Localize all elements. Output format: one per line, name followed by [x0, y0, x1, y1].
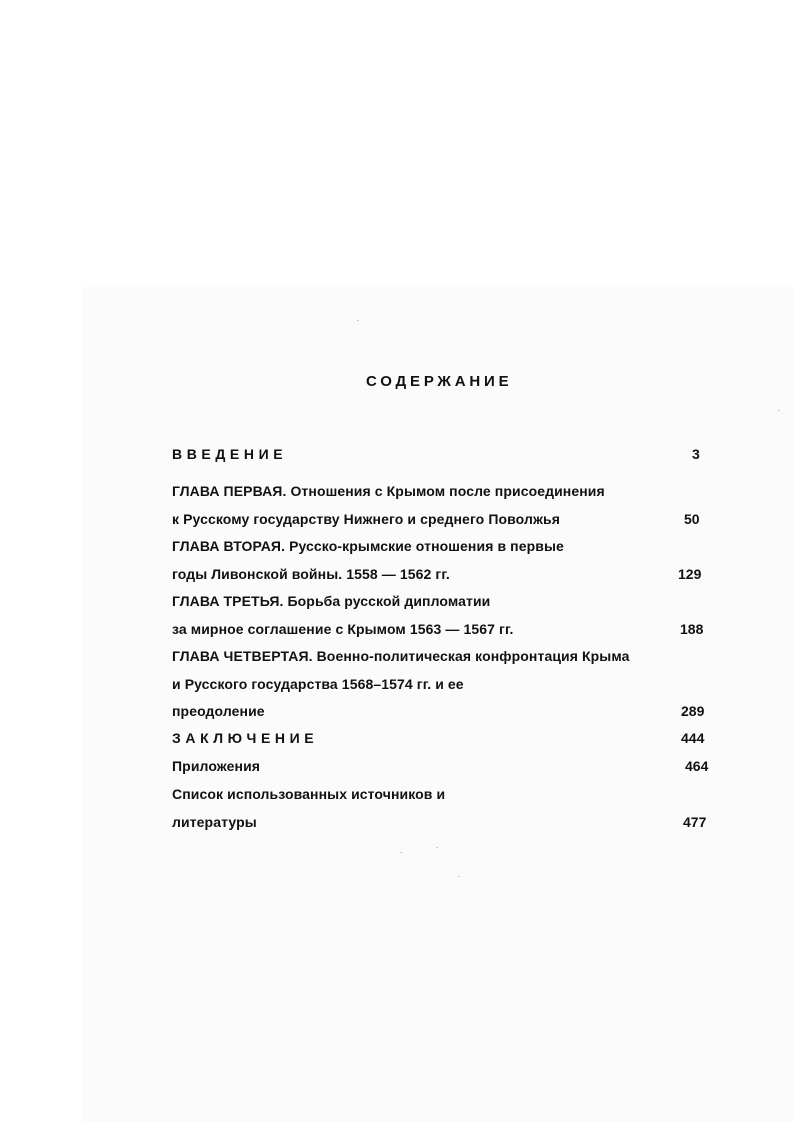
toc-page-number: 3: [692, 446, 700, 462]
toc-entry-appendices: Приложения: [172, 758, 261, 774]
toc-entry-chapter-3-cont: за мирное соглашение с Крымом 1563 — 1567 гг.: [172, 621, 514, 637]
toc-page-number: 50: [684, 511, 700, 527]
toc-entry-chapter-3: ГЛАВА ТРЕТЬЯ. Борьба русской дипломатии: [172, 593, 491, 609]
scan-speck: [357, 320, 359, 321]
toc-entry-chapter-4-cont: преодоление: [172, 703, 265, 719]
scan-speck: [778, 410, 780, 411]
toc-page-number: 477: [683, 814, 707, 830]
toc-entry-chapter-2-cont: годы Ливонской войны. 1558 — 1562 гг.: [172, 566, 450, 582]
scan-speck: [458, 876, 460, 877]
toc-page-number: 129: [678, 566, 702, 582]
toc-entry-chapter-1: ГЛАВА ПЕРВАЯ. Отношения с Крымом после присоединения: [172, 483, 605, 499]
toc-entry-conclusion: ЗАКЛЮЧЕНИЕ: [172, 730, 319, 746]
toc-page-number: 444: [681, 730, 705, 746]
toc-entry-chapter-4-cont: и Русского государства 1568–1574 гг. и ее: [172, 676, 464, 692]
toc-page-number: 289: [681, 703, 705, 719]
toc-page-number: 188: [680, 621, 704, 637]
scan-speck: [400, 852, 402, 853]
toc-entry-chapter-1-cont: к Русскому государству Нижнего и среднего Поволжья: [172, 511, 560, 527]
page-title: СОДЕРЖАНИЕ: [366, 373, 513, 390]
toc-entry-bibliography: Список использованных источников и: [172, 786, 446, 802]
toc-page-number: 464: [685, 758, 709, 774]
scan-speck: [436, 847, 438, 848]
toc-entry-chapter-2: ГЛАВА ВТОРАЯ. Русско-крымские отношения в первые: [172, 538, 564, 554]
toc-entry-bibliography-cont: литературы: [172, 814, 257, 830]
toc-entry-introduction: ВВЕДЕНИЕ: [172, 446, 288, 462]
toc-entry-chapter-4: ГЛАВА ЧЕТВЕРТАЯ. Военно-политическая конфронтация Крыма: [172, 648, 630, 664]
